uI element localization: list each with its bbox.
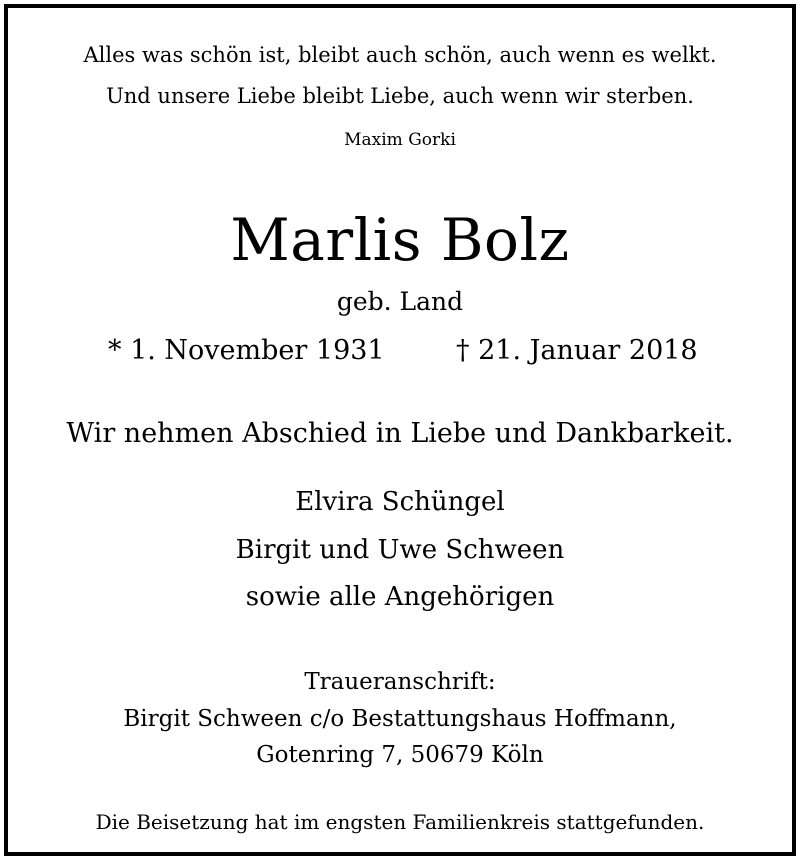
address-line-2: Gotenring 7, 50679 Köln (256, 742, 544, 768)
mourner-1: Elvira Schüngel (295, 487, 505, 517)
obituary-notice (4, 4, 796, 856)
maiden-name: geb. Land (336, 287, 464, 316)
quote-line-2: Und unsere Liebe bleibt Liebe, auch wenn wir sterben. (106, 84, 694, 108)
deceased-name: Marlis Bolz (230, 206, 570, 274)
birth-date: * 1. November 1931 (108, 335, 385, 366)
quote-author: Maxim Gorki (344, 130, 456, 150)
death-date: † 21. Januar 2018 (456, 335, 698, 366)
mourner-2: Birgit und Uwe Schween (235, 535, 565, 565)
funeral-note: Die Beisetzung hat im engsten Familienkreis stattgefunden. (95, 810, 705, 834)
quote-line-1: Alles was schön ist, bleibt auch schön, auch wenn es welkt. (83, 43, 717, 67)
address-label: Traueranschrift: (304, 669, 496, 695)
farewell-text: Wir nehmen Abschied in Liebe und Dankbarkeit. (66, 418, 734, 449)
mourner-3: sowie alle Angehörigen (245, 582, 555, 612)
address-line-1: Birgit Schween c/o Bestattungshaus Hoffmann, (123, 706, 677, 732)
